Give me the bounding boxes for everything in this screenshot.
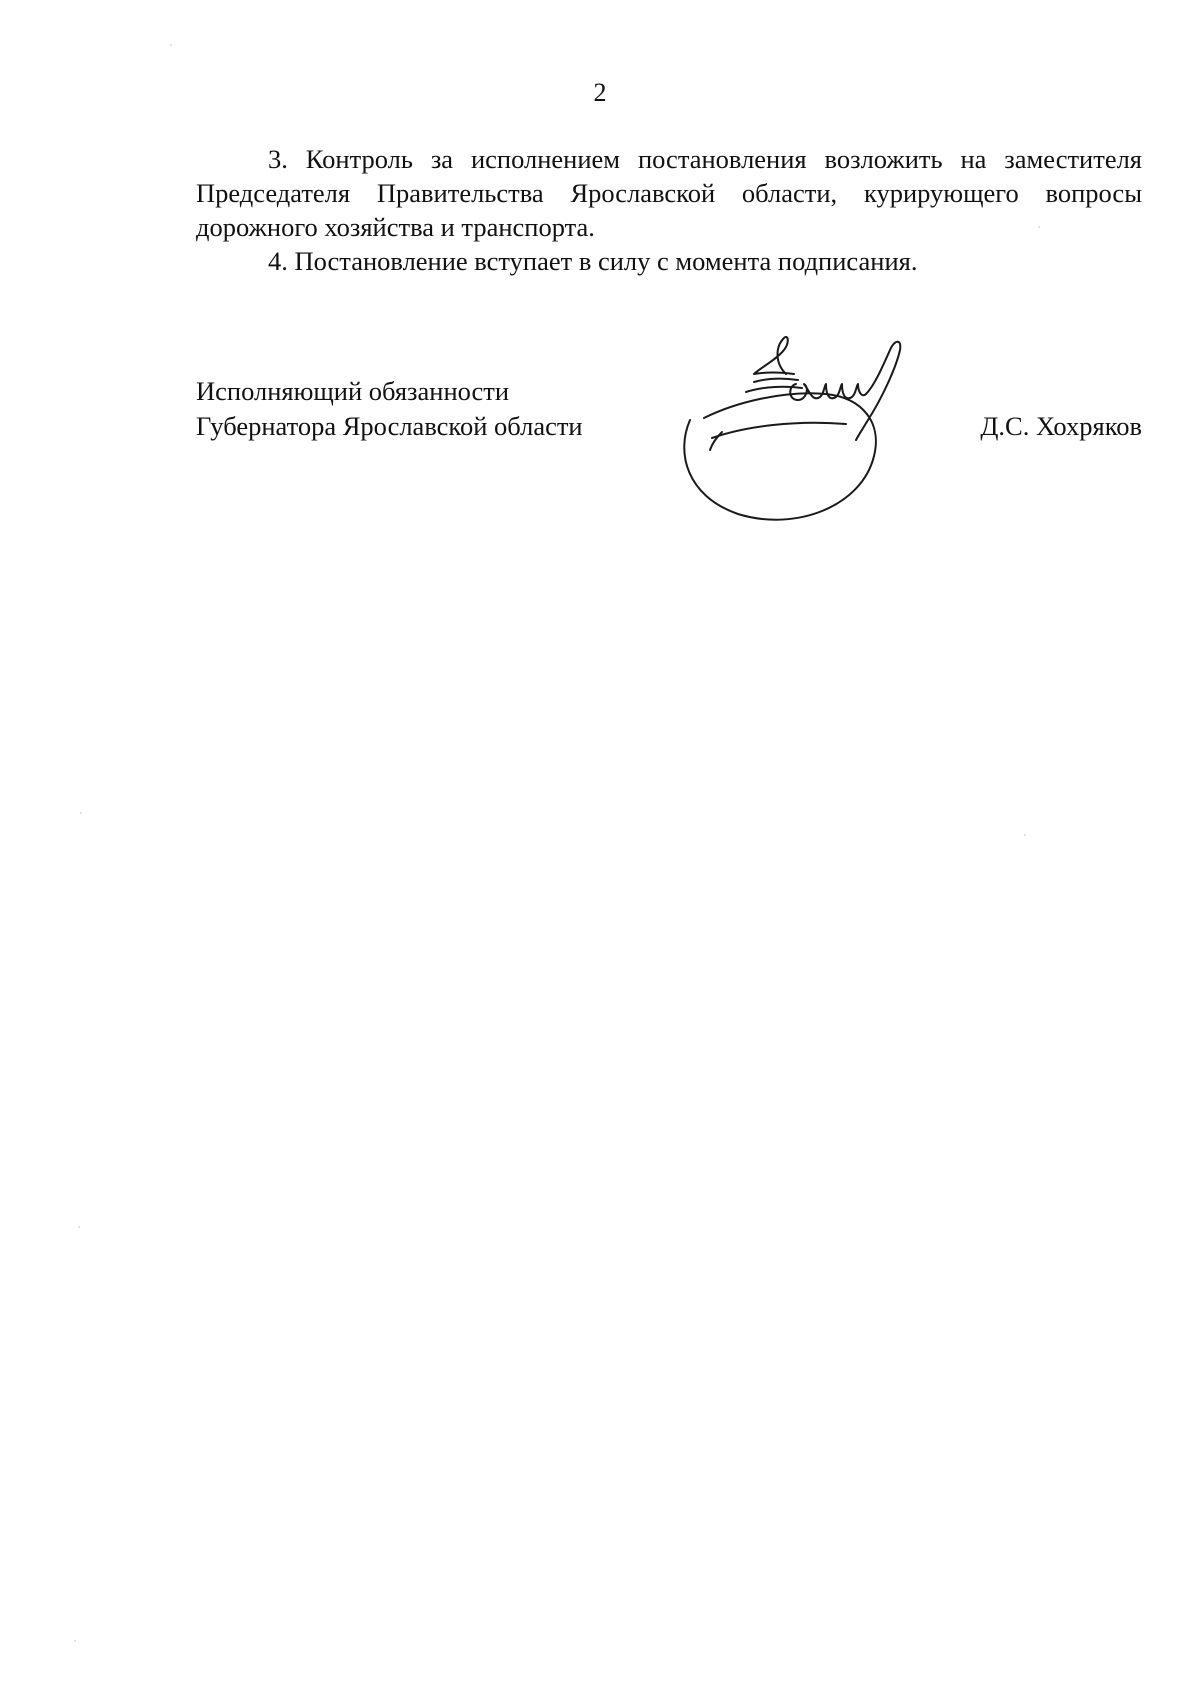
scan-artifact: [1038, 226, 1040, 228]
signatory-position-line-1: Исполняющий обязанности: [196, 376, 510, 406]
signatory-position: [196, 374, 583, 444]
scan-artifact: [78, 1226, 80, 1228]
handwritten-signature-icon: [676, 328, 936, 528]
signatory-name: Д.С. Хохряков: [980, 411, 1142, 441]
document-body: [196, 142, 1142, 278]
signatory-position-line-2: Губернатора Ярославской области: [196, 411, 583, 441]
scan-artifact: [1024, 834, 1026, 836]
page-number: 2: [593, 78, 607, 107]
scan-artifact: [170, 44, 172, 46]
paragraph-4: 4. Постановление вступает в силу с момента подписания.: [268, 246, 918, 276]
scan-artifact: [74, 1640, 76, 1642]
scan-artifact: [80, 812, 82, 814]
signature-block: [196, 374, 1142, 534]
paragraph-3: 3. Контроль за исполнением постановления возложить на заместителя Председателя Правительства Ярославской области, курирующего вопросы дорожного хозяйства и транспорта.: [196, 144, 1142, 242]
